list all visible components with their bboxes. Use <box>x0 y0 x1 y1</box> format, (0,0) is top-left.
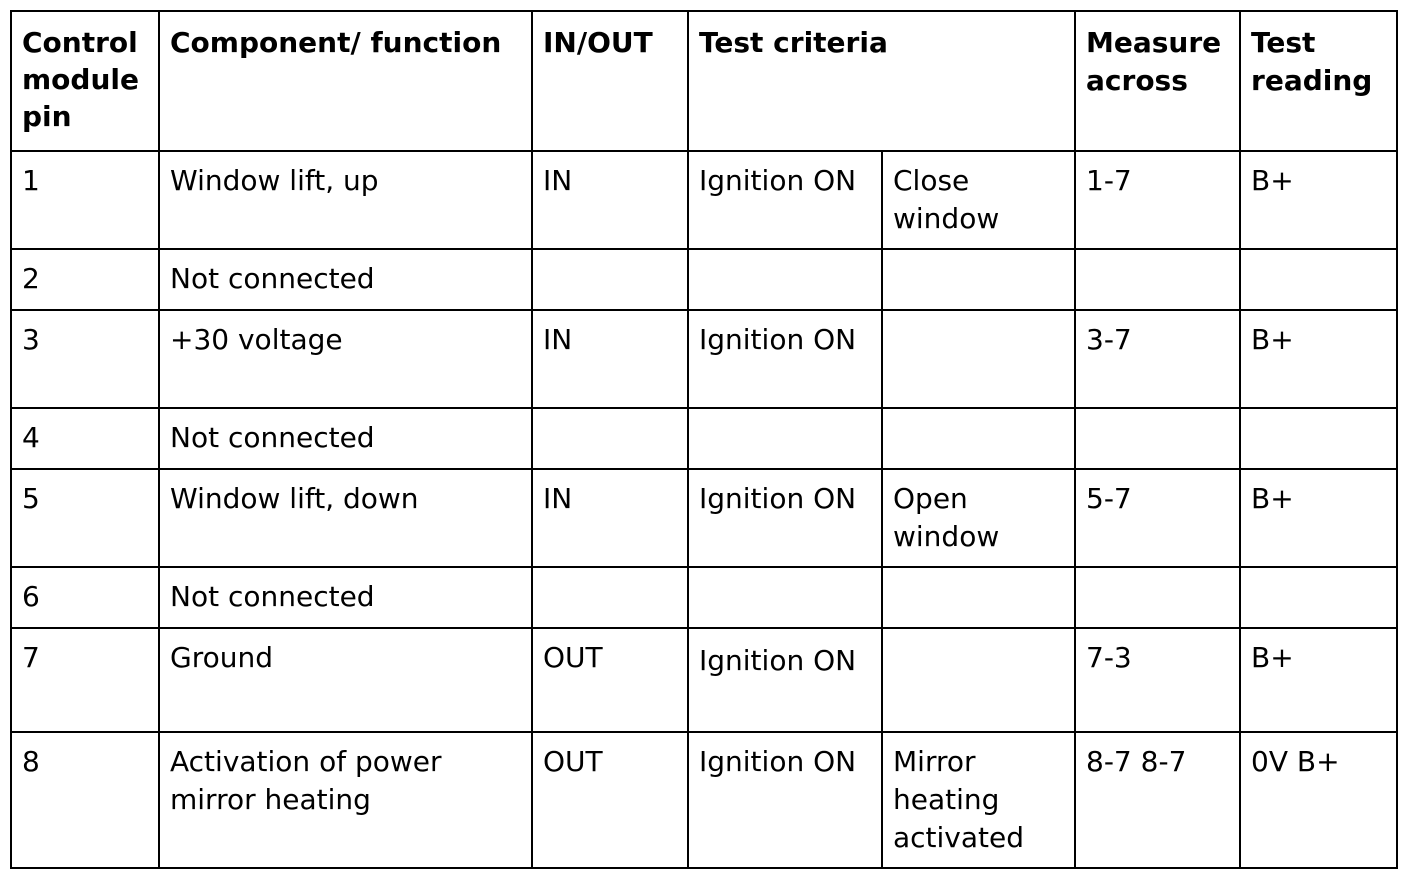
header-row <box>11 11 1397 151</box>
cell-component: Not connected <box>159 567 532 628</box>
cell-in-out <box>532 249 688 310</box>
table-row <box>11 732 1397 868</box>
cell-pin: 5 <box>11 469 159 567</box>
cell-component: Window lift, up <box>159 151 532 249</box>
cell-criteria-condition: Ignition ON <box>688 310 882 408</box>
cell-criteria-action <box>882 408 1075 469</box>
table-row <box>11 628 1397 732</box>
cell-measure-across <box>1075 567 1240 628</box>
cell-component: +30 voltage <box>159 310 532 408</box>
cell-test-reading <box>1240 408 1397 469</box>
cell-criteria-action <box>882 249 1075 310</box>
cell-in-out: OUT <box>532 628 688 732</box>
cell-criteria-condition <box>688 567 882 628</box>
table-row <box>11 249 1397 310</box>
cell-test-reading: B+ <box>1240 469 1397 567</box>
cell-measure-across <box>1075 408 1240 469</box>
cell-criteria-action <box>882 310 1075 408</box>
table-row <box>11 151 1397 249</box>
header-component-function: Component/ function <box>159 11 532 151</box>
cell-pin: 7 <box>11 628 159 732</box>
cell-pin: 8 <box>11 732 159 868</box>
cell-in-out <box>532 567 688 628</box>
cell-test-reading: B+ <box>1240 151 1397 249</box>
cell-test-reading: B+ <box>1240 628 1397 732</box>
cell-pin: 2 <box>11 249 159 310</box>
header-in-out: IN/OUT <box>532 11 688 151</box>
cell-component: Window lift, down <box>159 469 532 567</box>
cell-measure-across: 1-7 <box>1075 151 1240 249</box>
cell-test-reading <box>1240 249 1397 310</box>
cell-component: Not connected <box>159 408 532 469</box>
cell-criteria-action: Close window <box>882 151 1075 249</box>
cell-in-out: IN <box>532 151 688 249</box>
cell-criteria-action: Open window <box>882 469 1075 567</box>
cell-component: Ground <box>159 628 532 732</box>
cell-criteria-action <box>882 567 1075 628</box>
cell-criteria-condition: Ignition ON <box>688 628 882 732</box>
header-test-criteria: Test criteria <box>688 11 1075 151</box>
cell-test-reading: 0V B+ <box>1240 732 1397 868</box>
cell-criteria-action: Mirror heating activated <box>882 732 1075 868</box>
cell-measure-across: 3-7 <box>1075 310 1240 408</box>
cell-criteria-condition <box>688 408 882 469</box>
cell-pin: 3 <box>11 310 159 408</box>
cell-criteria-condition: Ignition ON <box>688 732 882 868</box>
pin-test-table <box>10 10 1398 869</box>
table-row <box>11 408 1397 469</box>
cell-in-out: IN <box>532 310 688 408</box>
header-measure-across: Measure across <box>1075 11 1240 151</box>
cell-criteria-condition <box>688 249 882 310</box>
cell-pin: 6 <box>11 567 159 628</box>
cell-test-reading <box>1240 567 1397 628</box>
cell-criteria-action <box>882 628 1075 732</box>
cell-in-out: IN <box>532 469 688 567</box>
cell-measure-across <box>1075 249 1240 310</box>
cell-criteria-condition: Ignition ON <box>688 151 882 249</box>
cell-in-out <box>532 408 688 469</box>
cell-measure-across: 8-7 8-7 <box>1075 732 1240 868</box>
cell-in-out: OUT <box>532 732 688 868</box>
cell-component: Activation of power mirror heating <box>159 732 532 868</box>
header-test-reading: Test reading <box>1240 11 1397 151</box>
cell-measure-across: 7-3 <box>1075 628 1240 732</box>
table-row <box>11 310 1397 408</box>
table-row <box>11 567 1397 628</box>
header-control-module-pin: Control module pin <box>11 11 159 151</box>
table-row <box>11 469 1397 567</box>
cell-pin: 1 <box>11 151 159 249</box>
cell-test-reading: B+ <box>1240 310 1397 408</box>
cell-pin: 4 <box>11 408 159 469</box>
cell-measure-across: 5-7 <box>1075 469 1240 567</box>
cell-component: Not connected <box>159 249 532 310</box>
cell-criteria-condition: Ignition ON <box>688 469 882 567</box>
